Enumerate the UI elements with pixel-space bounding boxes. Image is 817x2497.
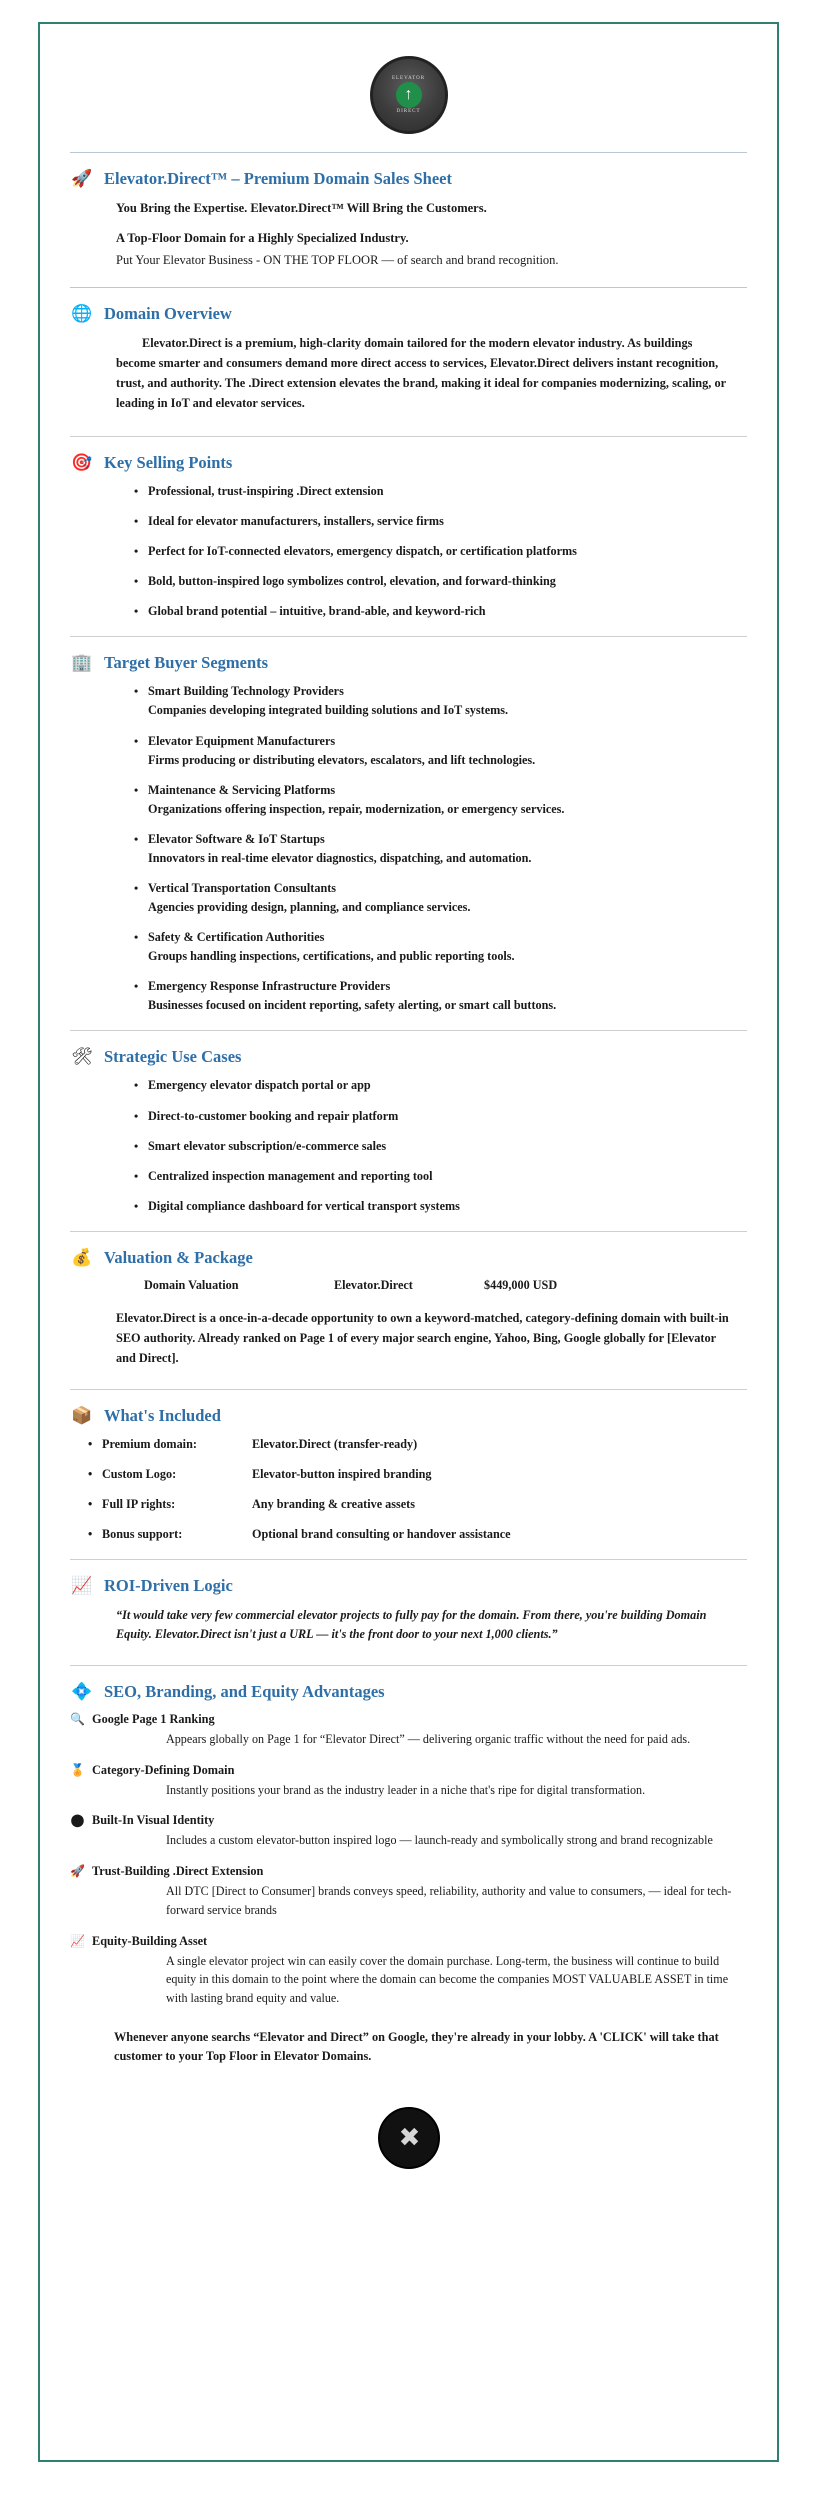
title-sub-bold: A Top-Floor Domain for a Highly Specialized Industry. <box>116 231 409 246</box>
tools-icon: 🛠 <box>71 1047 93 1067</box>
seo-entry-heading <box>70 1712 747 1727</box>
circle-icon: ⬤ <box>70 1813 85 1828</box>
included-value: Elevator-button inspired branding <box>252 1466 432 1481</box>
section-valuation <box>70 1248 747 1369</box>
globe-icon: 🌐 <box>71 304 93 324</box>
section-target-buyer-segments <box>70 653 747 1014</box>
segment-desc: Innovators in real-time elevator diagnostics, dispatching, and automation. <box>148 850 532 865</box>
target-buyer-list <box>116 683 729 1014</box>
seo-title: SEO, Branding, and Equity Advantages <box>104 1681 385 1701</box>
included-key: • Bonus support: <box>102 1526 183 1541</box>
section-strategic-use-cases <box>70 1047 747 1214</box>
list-item: • Emergency elevator dispatch portal or app <box>134 1077 729 1094</box>
divider <box>70 1030 747 1031</box>
domain-overview-heading-row <box>70 304 747 324</box>
rocket-icon: 🚀 <box>70 1864 85 1879</box>
valuation-title: Valuation & Package <box>104 1247 253 1267</box>
key-selling-points-title: Key Selling Points <box>104 453 233 472</box>
chart-up-icon: 📈 <box>70 1933 85 1948</box>
list-item <box>134 733 729 769</box>
list-item <box>134 831 729 867</box>
list-item: • Direct-to-customer booking and repair platform <box>134 1108 729 1125</box>
up-arrow-icon: ↑ <box>396 82 422 108</box>
segment-title: Vertical Transportation Consultants <box>148 881 337 896</box>
list-item <box>88 1496 729 1513</box>
list-item: • Digital compliance dashboard for vertical transport systems <box>134 1198 729 1215</box>
divider <box>70 1665 747 1666</box>
seo-entry-body: All DTC [Direct to Consumer] brands conveys speed, reliability, authority and value to consumers, — ideal for tech-forward service brands <box>166 1884 732 1917</box>
medal-icon: 🏅 <box>70 1762 85 1777</box>
section-domain-overview <box>70 304 747 414</box>
valuation-domain: Elevator.Direct <box>334 1277 413 1292</box>
target-buyer-heading-row <box>70 653 747 673</box>
domain-overview-body <box>70 334 747 414</box>
segment-title: Safety & Certification Authorities <box>148 930 325 945</box>
section-whats-included <box>70 1406 747 1543</box>
roi-quote: “It would take very few commercial elevator projects to fully pay for the domain. From there, you're building Domain Equity. Elevator.Direct isn't just a URL — it's the front door to your next 1,000 clients.” <box>116 1607 707 1642</box>
divider <box>70 1231 747 1232</box>
seo-entry-title: Equity-Building Asset <box>92 1933 208 1948</box>
magnifier-icon: 🔍 <box>70 1711 85 1726</box>
list-item: • Ideal for elevator manufacturers, installers, service firms <box>134 513 729 530</box>
valuation-label: Domain Valuation <box>144 1277 239 1292</box>
footer-logo <box>70 2081 747 2175</box>
use-cases-body <box>70 1077 747 1214</box>
seo-entry-body: Includes a custom elevator-button inspired logo — launch-ready and symbolically strong and brand recognizable <box>166 1833 713 1848</box>
divider <box>70 636 747 637</box>
included-value: Optional brand consulting or handover assistance <box>252 1526 511 1541</box>
segment-title: Emergency Response Infrastructure Providers <box>148 979 391 994</box>
segment-title: Smart Building Technology Providers <box>148 684 344 699</box>
title-lead: You Bring the Expertise. Elevator.Direct™ Will Bring the Customers. <box>116 201 487 215</box>
key-selling-points-body <box>70 483 747 620</box>
list-item: • Smart elevator subscription/e-commerce sales <box>134 1138 729 1155</box>
segment-title: Elevator Software & IoT Startups <box>148 831 325 846</box>
building-icon: 🏢 <box>71 653 93 673</box>
divider <box>70 1389 747 1390</box>
section-seo <box>70 1682 747 2067</box>
target-icon: 🎯 <box>71 453 93 472</box>
use-cases-title: Strategic Use Cases <box>104 1047 242 1067</box>
divider <box>70 287 747 288</box>
segment-desc: Groups handling inspections, certifications, and public reporting tools. <box>148 949 515 964</box>
elevator-direct-logo-icon <box>370 56 448 134</box>
chart-up-icon: 📈 <box>71 1575 93 1595</box>
seo-entry <box>70 1763 747 1800</box>
diamond-icon: 💠 <box>71 1681 93 1701</box>
list-item <box>88 1526 729 1543</box>
list-item: • Global brand potential – intuitive, brand-able, and keyword-rich <box>134 603 729 620</box>
list-item <box>134 978 729 1014</box>
included-key: • Full IP rights: <box>102 1496 176 1511</box>
roi-heading-row <box>70 1576 747 1596</box>
page-title: Elevator.Direct™ – Premium Domain Sales Sheet <box>104 169 452 188</box>
seo-entry-title: Trust-Building .Direct Extension <box>92 1864 264 1879</box>
target-buyer-title: Target Buyer Segments <box>104 653 269 673</box>
logo-bottom-text: DIRECT <box>396 109 421 114</box>
seo-heading-row <box>70 1682 747 1702</box>
seo-entry-heading <box>70 1934 747 1949</box>
included-body <box>70 1436 747 1543</box>
target-buyer-body <box>70 683 747 1014</box>
seo-entry-heading <box>70 1864 747 1879</box>
divider <box>70 436 747 437</box>
header-logo <box>70 50 747 152</box>
segment-desc: Companies developing integrated building solutions and IoT systems. <box>148 703 509 718</box>
segment-desc: Firms producing or distributing elevators, escalators, and lift technologies. <box>148 752 536 767</box>
section-roi <box>70 1576 747 1645</box>
section-key-selling-points <box>70 453 747 620</box>
use-cases-list <box>116 1077 729 1214</box>
included-key: • Premium domain: <box>102 1436 197 1451</box>
list-item <box>88 1436 729 1453</box>
segment-title: Maintenance & Servicing Platforms <box>148 782 336 797</box>
segment-desc: Organizations offering inspection, repair, modernization, or emergency services. <box>148 801 565 816</box>
list-item: • Perfect for IoT-connected elevators, emergency dispatch, or certification platforms <box>134 543 729 560</box>
seo-entry <box>70 1934 747 2008</box>
segment-desc: Businesses focused on incident reporting, safety alerting, or smart call buttons. <box>148 998 557 1013</box>
included-heading-row <box>70 1406 747 1426</box>
logo-top-text: ELEVATOR <box>391 76 426 81</box>
title-heading-row <box>70 169 747 189</box>
list-item <box>134 782 729 818</box>
seo-entry <box>70 1813 747 1850</box>
list-item <box>134 683 729 719</box>
included-value: Any branding & creative assets <box>252 1496 415 1511</box>
segment-desc: Agencies providing design, planning, and compliance services. <box>148 900 471 915</box>
included-value: Elevator.Direct (transfer-ready) <box>252 1436 418 1451</box>
valuation-heading-row <box>70 1248 747 1268</box>
segment-title: Elevator Equipment Manufacturers <box>148 733 336 748</box>
use-cases-heading-row <box>70 1047 747 1067</box>
valuation-paragraph: Elevator.Direct is a once-in-a-decade opportunity to own a keyword-matched, category-defining domain with built-in SEO authority. Already ranked on Page 1 of every major search engine, Yahoo, Bing, Google globally for [Elevator and Direct]. <box>116 1310 729 1365</box>
section-title <box>70 169 747 269</box>
seo-entry-title: Google Page 1 Ranking <box>92 1711 215 1726</box>
rocket-icon: 🚀 <box>71 169 93 188</box>
domain-overview-paragraph: Elevator.Direct is a premium, high-clarity domain tailored for the modern elevator industry. As buildings become smarter and consumers demand more direct access to services, Elevator.Direct delivers instant recognition, trust, and authority. The .Direct extension elevates the brand, making it ideal for companies modernizing, scaling, or leading in IoT and elevator services. <box>116 336 726 411</box>
valuation-price: $449,000 USD <box>484 1277 558 1292</box>
divider <box>70 1559 747 1560</box>
list-item <box>88 1466 729 1483</box>
roi-title: ROI-Driven Logic <box>104 1575 233 1595</box>
document-frame <box>38 22 779 2462</box>
included-title: What's Included <box>104 1405 221 1425</box>
list-item: • Bold, button-inspired logo symbolizes control, elevation, and forward-thinking <box>134 573 729 590</box>
seo-entry-title: Category-Defining Domain <box>92 1762 235 1777</box>
divider <box>70 152 747 153</box>
seo-entry-body: A single elevator project win can easily cover the domain purchase. Long-term, the business will continue to build equity in this domain to the point where the domain can become the companies MOST VALUABLE ASSET in time with lasting brand equity and value. <box>166 1953 729 2006</box>
seo-entry-heading <box>70 1763 747 1778</box>
seo-entry <box>70 1864 747 1919</box>
seo-entry-heading <box>70 1813 747 1828</box>
footer-monogram-icon: ✖ <box>378 2107 440 2169</box>
list-item <box>134 880 729 916</box>
list-item <box>134 929 729 965</box>
list-item: • Centralized inspection management and reporting tool <box>134 1168 729 1185</box>
title-body <box>70 199 747 269</box>
title-sub-plain: Put Your Elevator Business - ON THE TOP FLOOR — of search and brand recognition. <box>116 253 559 268</box>
list-item: • Professional, trust-inspiring .Direct extension <box>134 483 729 500</box>
seo-entry-body: Appears globally on Page 1 for “Elevator Direct” — delivering organic traffic without the need for paid ads. <box>166 1731 691 1746</box>
valuation-row <box>116 1278 729 1293</box>
domain-overview-title: Domain Overview <box>104 304 232 324</box>
included-key: • Custom Logo: <box>102 1466 177 1481</box>
valuation-body <box>70 1278 747 1369</box>
package-icon: 📦 <box>71 1405 93 1425</box>
roi-body <box>70 1606 747 1645</box>
seo-entry-title: Built-In Visual Identity <box>92 1813 215 1828</box>
seo-closing-statement: Whenever anyone searchs “Elevator and Direct” on Google, they're already in your lobby. A 'CLICK' will take that customer to your Top Floor in Elevator Domains. <box>114 2029 719 2064</box>
key-selling-points-list <box>116 483 729 620</box>
money-icon: 💰 <box>71 1247 93 1267</box>
key-selling-points-heading-row <box>70 453 747 473</box>
seo-entry-body: Instantly positions your brand as the industry leader in a niche that's ripe for digital transformation. <box>166 1782 646 1797</box>
seo-entry <box>70 1712 747 1749</box>
